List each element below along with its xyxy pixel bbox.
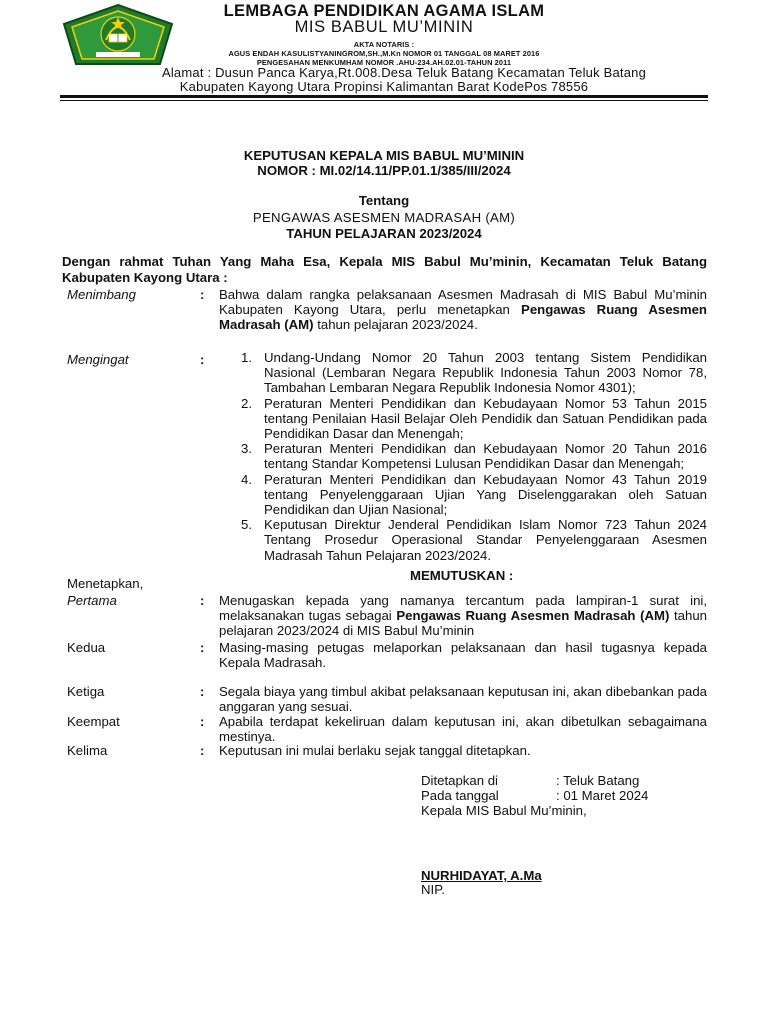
pertama-colon: : [200,593,205,608]
list-item: 4. Peraturan Menteri Pendidikan dan Kebudayaan Nomor 43 Tahun 2019 tentang Penyelenggaraan Ujian Yang Diselenggarakan oleh Satuan Pendidikan dan Ujian Nasional; [241,471,707,518]
signature-date-value: : 01 Maret 2024 [556,788,649,803]
decree-title: KEPUTUSAN KEPALA MIS BABUL MU’MININ [243,148,525,163]
ketiga-label: Ketiga [67,684,105,699]
keempat-colon: : [200,714,205,729]
kedua-label: Kedua [67,640,106,655]
menetapkan-label: Menetapkan, [67,576,144,591]
mengingat-colon: : [200,352,205,367]
list-item: 2. Peraturan Menteri Pendidikan dan Kebudayaan Nomor 53 Tahun 2015 tentang Penilaian Hasil Belajar Oleh Pendidik dan Satuan Pendidikan pada Pendidikan Dasar dan Menengah; [241,395,707,442]
pertama-text: Menugaskan kepada yang namanya tercantum pada lampiran-1 surat ini, melaksanakan tugas sebagai Pengawas Ruang Asesmen Madrasah (AM) tahun pelajaran 2023/2024 di MIS Babul Mu’minin [219,593,707,639]
address-line-2: Kabupaten Kayong Utara Propinsi Kalimantan Barat KodePos 78556 [179,79,589,94]
approval-line: PENGESAHAN MENKUMHAM NOMOR .AHU-234.AH.02.01-TAHUN 2011 [256,58,512,67]
signatory-name: NURHIDAYAT, A.Ma [421,868,542,883]
signatory-nip: NIP. [421,882,445,897]
signature-position: Kepala MIS Babul Mu’minin, [421,803,587,818]
ketiga-text: Segala biaya yang timbul akibat pelaksanaan keputusan ini, akan dibebankan pada anggaran yang sesuai. [219,684,707,715]
list-item: 5. Keputusan Direktur Jenderal Pendidikan Islam Nomor 723 Tahun 2024 Tentang Prosedur Operasional Standar Penyelenggaraan Asesmen Madrasah Tahun Pelajaran 2023/2024. [241,517,707,563]
menimbang-colon: : [200,287,205,302]
pertama-label: Pertama [67,593,117,608]
notary-title: AKTA NOTARIS : [353,40,415,49]
memutuskan-heading: MEMUTUSKAN : [410,568,514,583]
menimbang-text: Bahwa dalam rangka pelaksanaan Asesmen Madrasah di MIS Babul Mu’minin Kabupaten Kayong Utara, perlu menetapkan Pengawas Ruang Asesmen Madrasah (AM) tahun pelajaran 2023/2024. [219,287,707,333]
signature-place-value: : Teluk Batang [556,773,640,788]
institution-name: LEMBAGA PENDIDIKAN AGAMA ISLAM [223,2,545,20]
menimbang-label: Menimbang [67,287,136,302]
school-name: MIS BABUL MU’MININ [294,18,474,36]
decree-number: NOMOR : MI.02/14.11/PP.01.1/385/III/2024 [257,163,511,178]
list-item: 3. Peraturan Menteri Pendidikan dan Kebudayaan Nomor 20 Tahun 2016 tentang Standar Kompetensi Lulusan Pendidikan Dasar dan Menengah; [241,441,707,472]
signature-place-label: Ditetapkan di [421,773,498,788]
decree-intro: Dengan rahmat Tuhan Yang Maha Esa, Kepala MIS Babul Mu’minin, Kecamatan Teluk Batang Kabupaten Kayong Utara : [62,254,707,285]
notary-line: AGUS ENDAH KASULISTYANINGROM,SH.,M.Kn NOMOR 01 TANGGAL 08 MARET 2016 [228,49,540,58]
kedua-colon: : [200,640,205,655]
keempat-text: Apabila terdapat kekeliruan dalam keputusan ini, akan dibetulkan sebagaimana mestinya. [219,714,707,745]
kelima-label: Kelima [67,743,108,758]
list-item: 1. Undang-Undang Nomor 20 Tahun 2003 tentang Sistem Pendidikan Nasional (Lembaran Negara Republik Indonesia Tahun 2003 Nomor 78, Tambahan Lembaran Negara Republik Indonesia Nomor 4301); [241,350,707,396]
signature-date-label: Pada tanggal [421,788,499,803]
decree-about: Tentang [358,193,410,208]
decree-subject-1: PENGAWAS ASESMEN MADRASAH (AM) [252,210,516,225]
kelima-colon: : [200,743,205,758]
mengingat-label: Mengingat [67,352,129,367]
kelima-text: Keputusan ini mulai berlaku sejak tanggal ditetapkan. [219,743,531,758]
letterhead-divider-thin [60,100,708,101]
ketiga-colon: : [200,684,205,699]
letterhead-divider-thick [60,95,708,98]
address-line-1: Alamat : Dusun Panca Karya,Rt.008.Desa Teluk Batang Kecamatan Teluk Batang [161,65,647,80]
kedua-text: Masing-masing petugas melaporkan pelaksanaan dan hasil tugasnya kepada Kepala Madrasah. [219,640,707,671]
keempat-label: Keempat [67,714,120,729]
decree-subject-2: TAHUN PELAJARAN 2023/2024 [286,226,482,241]
mengingat-list [219,350,707,563]
